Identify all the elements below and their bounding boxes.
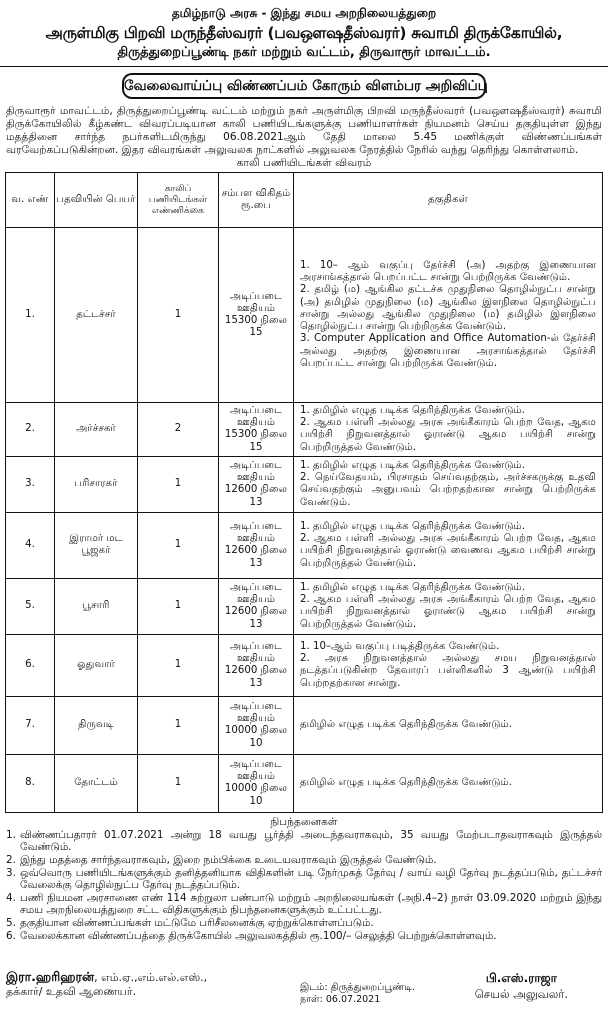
condition-text: இந்து மதத்தை சார்ந்தவராகவும், இறை நம்பிக்கை உடையவராகவும் இருத்தல் வேண்டும். — [20, 854, 437, 866]
qualification-cell — [294, 228, 603, 403]
post-name: இராமர் மட பூஜகர் — [55, 512, 138, 578]
table-row — [6, 696, 603, 754]
pay-scale: அடிப்படை ஊதியம் 15300 நிலை 15 — [219, 228, 294, 403]
post-name: தட்டச்சர் — [55, 228, 138, 403]
post-name: தோட்டம் — [55, 754, 138, 812]
right-signatory-name: பி.எஸ்.ராஜா — [485, 971, 557, 985]
header-divider — [0, 66, 608, 67]
col-header-vacancies: காலிப் பணியிடங்கள் எண்ணிக்கை — [138, 173, 219, 228]
left-signatory-quals: , எம்.ஏ.,எம்.எல்.எஸ்., — [94, 971, 208, 984]
place-date — [300, 982, 415, 1006]
qualification-item: 1. 10– ஆம் வகுப்பு தேர்ச்சி (அ) அதற்கு இணையான அரசாங்கத்தால் பெறப்பட்ட சான்று பெற்றிருக்க வேண்டும். — [300, 260, 596, 284]
vacancy-count: 1 — [138, 228, 219, 403]
qualification-item: 1. தமிழில் எழுத படிக்க தெரிந்திருக்க வேண்டும். — [300, 520, 525, 532]
table-row — [6, 754, 603, 812]
right-signatory-title: செயல் அலுவலர். — [474, 987, 568, 1001]
date: நாள்: 06.07.2021 — [300, 994, 381, 1005]
condition-number: 4. — [6, 891, 16, 904]
table-row — [6, 456, 603, 512]
temple-name: அருள்மிகு பிறவி மருந்தீஸ்வரர் (பவஔஷதீஸ்வரர்) சுவாமி திருக்கோயில், — [45, 24, 563, 42]
signatory-right — [475, 970, 568, 1002]
post-name: பரிசாரகர் — [55, 456, 138, 512]
signatory-left — [6, 970, 207, 999]
place: இடம்: திருத்துறைப்பூண்டி. — [300, 982, 415, 993]
vacancy-count: 1 — [138, 578, 219, 634]
left-signatory-title: தக்கார்/ உதவி ஆணையர். — [6, 985, 137, 998]
qualification-item: 1. தமிழில் எழுத படிக்க தெரிந்திருக்க வேண்டும். — [300, 459, 525, 471]
left-signatory-name: இரா.ஹரிஹரன் — [6, 969, 95, 984]
table-row — [6, 228, 603, 403]
condition-item — [6, 892, 602, 917]
conditions-title: நிபந்தனைகள் — [270, 815, 338, 828]
intro-paragraph: திருவாரூர் மாவட்டம், திருத்துறைப்பூண்டி வட்டம் மற்றும் நகர் அருள்மிகு பிறவி மருந்தீஸ்வரர் (பவஔஷதீஸ்வரர்) சுவாமி திருக்கோயிலில் கீழ்கண்ட விவரப்படியான காலி பணியிடங்களுக்கு பணியாளர்கள் நியமனம் செய்ய தகுதியுள்ள இந்து மதத்தினை சார்ந்த நபர்களிடமிருந்து 06.08.2021ஆம் தேதி மாலை 5.45 மணிக்குள் விண்ணப்பங்கள் வரவேற்கப்படுகின்றன. இதர விவரங்கள் அலுவலக நாட்களில் அலுவலக நேரத்தில் நேரில் வந்து தெரிந்து கொள்ளலாம். — [6, 105, 602, 156]
qualification-item: 2. ஆகம பள்ளி அல்லது அரசு அங்கீகாரம் பெற்ற வேத, ஆகம பயிற்சி நிறுவனத்தால் ஓராண்டு வைணவ ஆகம பயிற்சி சான்று பெற்றிருத்தல் வேண்டும். — [300, 533, 596, 569]
qualification-item: 1. 10–ஆம் வகுப்பு படித்திருக்க வேண்டும். — [300, 640, 500, 652]
condition-item — [6, 854, 602, 867]
condition-text: விண்ணப்பதாரர் 01.07.2021 அன்று 18 வயது பூர்த்தி அடைந்தவராகவும், 35 வயது மேற்படாதவராகவும் இருத்தல் வேண்டும். — [20, 828, 602, 854]
qualification-cell — [294, 512, 603, 578]
qualification-item: தமிழில் எழுத படிக்க தெரிந்திருக்க வேண்டும். — [300, 719, 513, 731]
pay-scale: அடிப்படை ஊதியம் 12600 நிலை 13 — [219, 578, 294, 634]
vacancy-count: 1 — [138, 512, 219, 578]
pay-scale: அடிப்படை ஊதியம் 10000 நிலை 10 — [219, 696, 294, 754]
condition-text: வேலைக்கான விண்ணப்பத்தை திருக்கோயில் அலுவலகத்தில் ரூ.100/– செலுத்தி பெற்றுக்கொள்ளவும். — [20, 929, 497, 942]
condition-text: பணி நியமன அரசாணை எண் 114 சுற்றுலா பண்பாடு மற்றும் அறநிலையங்கள் (அநி.4–2) நாள் 03.09.2020 மற்றும் இந்து சமய அறநிலையத்துறை சட்ட விதிகளுக்கும் நிபந்தனைகளுக்கும் உட்பட்டது. — [20, 891, 602, 917]
table-row — [6, 634, 603, 696]
pay-scale: அடிப்படை ஊதியம் 12600 நிலை 13 — [219, 456, 294, 512]
qualification-item: 2. தமிழ் (ம) ஆங்கில தட்டச்சு முதுநிலை தொழில்நுட்ப சான்று (அ) தமிழில் முதுநிலை (ம) ஆங்கில இளநிலை தொழில்நுட்ப சான்று அல்லது ஆங்கில முதுநிலை (ம) தமிழில் இளநிலை தொழில்நுட்ப சான்று பெற்றிருக்க வேண்டும். — [300, 284, 596, 333]
qualification-item: 2. ஆகம பள்ளி அல்லது அரசு அங்கீகாரம் பெற்ற வேத, ஆகம பயிற்சி நிறுவனத்தால் ஓராண்டு ஆகம பயிற்சி சான்று பெற்றிருத்தல் வேண்டும். — [300, 594, 596, 630]
qualification-cell — [294, 456, 603, 512]
condition-number: 1. — [6, 828, 16, 841]
signature-block — [0, 968, 608, 1012]
qualification-item: 2. நெய்வேதயம், பிரசாதம் செய்வதற்கும், அர்ச்சகருக்கு உதவி செய்வதற்கும் அனுபவம் பெற்றதற்கான சான்று பெற்றிருக்க வேண்டும். — [300, 472, 596, 508]
pay-scale: அடிப்படை ஊதியம் 12600 நிலை 13 — [219, 512, 294, 578]
condition-text: தகுதியான விண்ணப்பங்கள் மட்டுமே பரிசீலனைக்கு ஏற்றுக்கொள்ளப்படும். — [20, 916, 374, 929]
row-number: 7. — [6, 696, 55, 754]
qualification-item: 2. ஆகம பள்ளி அல்லது அரசு அங்கீகாரம் பெற்ற வேத, ஆகம பயிற்சி நிறுவனத்தால் ஓராண்டு ஆகம பயிற்சி சான்று பெற்றிருத்தல் வேண்டும். — [300, 417, 596, 453]
table-row — [6, 403, 603, 457]
qualification-item: தமிழில் எழுத படிக்க தெரிந்திருக்க வேண்டும். — [300, 777, 513, 789]
condition-text: ஒவ்வொரு பணியிடங்களுக்கும் தனித்தனியாக விதிகளின் படி நேர்முகத் தேர்வு / வாய் வழி தேர்வு நடத்தப்படும், தட்டச்சர் வேலைக்கு தொழில்நுட்ப தேர்வு நடத்தப்படும். — [20, 866, 602, 892]
row-number: 6. — [6, 634, 55, 696]
pay-scale: அடிப்படை ஊதியம் 10000 நிலை 10 — [219, 754, 294, 812]
notice-banner: வேலைவாய்ப்பு விண்ணப்பம் கோரும் விளம்பர அறிவிப்பு — [122, 73, 486, 99]
vacancy-count: 1 — [138, 754, 219, 812]
table-row — [6, 512, 603, 578]
post-name: பூசாரி — [55, 578, 138, 634]
pay-scale: அடிப்படை ஊதியம் 12600 நிலை 13 — [219, 634, 294, 696]
qualification-cell — [294, 634, 603, 696]
qualification-cell — [294, 403, 603, 457]
col-header-post: பதவியின் பெயர் — [55, 173, 138, 228]
condition-item — [6, 930, 602, 943]
vacancy-count: 1 — [138, 696, 219, 754]
temple-location: திருத்துறைப்பூண்டி நகர் மற்றும் வட்டம், திருவாரூர் மாவட்டம். — [117, 45, 491, 60]
row-number: 4. — [6, 512, 55, 578]
table-row — [6, 578, 603, 634]
pay-scale: அடிப்படை ஊதியம் 15300 நிலை 15 — [219, 403, 294, 457]
qualification-cell — [294, 578, 603, 634]
row-number: 5. — [6, 578, 55, 634]
condition-item — [6, 917, 602, 930]
col-header-no: வ. எண் — [6, 173, 55, 228]
post-name: அர்ச்சகர் — [55, 403, 138, 457]
condition-number: 5. — [6, 916, 16, 929]
vacancy-count: 1 — [138, 634, 219, 696]
post-name: திருவடி — [55, 696, 138, 754]
row-number: 2. — [6, 403, 55, 457]
qualification-item: 2. அரசு நிறுவனத்தால் அல்லது சமய நிறுவனத்தால் நடத்தப்படுகின்ற தேவாரப் பள்ளிகளில் 3 ஆண்டு பயிற்சி பெற்றதற்கான சான்று. — [300, 653, 596, 689]
col-header-qualification: தகுதிகள் — [294, 173, 603, 228]
condition-number: 2. — [6, 854, 16, 866]
post-name: ஓதுவார் — [55, 634, 138, 696]
row-number: 8. — [6, 754, 55, 812]
col-header-pay: சம்பள விகிதம் ரூ.பை — [219, 173, 294, 228]
qualification-item: 1. தமிழில் எழுத படிக்க தெரிந்திருக்க வேண்டும். — [300, 405, 525, 416]
department-header: தமிழ்நாடு அரசு - இந்து சமய அறநிலையத்துறை — [171, 6, 437, 20]
vacancy-count: 1 — [138, 456, 219, 512]
qualification-item: 1. தமிழில் எழுத படிக்க தெரிந்திருக்க வேண்டும். — [300, 581, 525, 593]
vacancy-details-caption: காலி பணியிடங்கள் விவரம் — [236, 157, 372, 169]
table-header-row — [6, 173, 603, 228]
vacancy-count: 2 — [138, 403, 219, 457]
conditions-list — [6, 829, 602, 942]
qualification-item: 3. Computer Application and Office Automation-ல் தேர்ச்சி அல்லது அதற்கு இணையான அரசாங்கத்தால் தேர்ச்சி பெறப்பட்ட சான்று பெற்றிருக்க வேண்டும். — [300, 333, 596, 369]
condition-item — [6, 867, 602, 892]
condition-item — [6, 829, 602, 854]
condition-number: 3. — [6, 866, 16, 879]
qualification-cell — [294, 696, 603, 754]
row-number: 3. — [6, 456, 55, 512]
vacancy-table — [5, 172, 603, 813]
row-number: 1. — [6, 228, 55, 403]
qualification-cell — [294, 754, 603, 812]
condition-number: 6. — [6, 929, 16, 942]
